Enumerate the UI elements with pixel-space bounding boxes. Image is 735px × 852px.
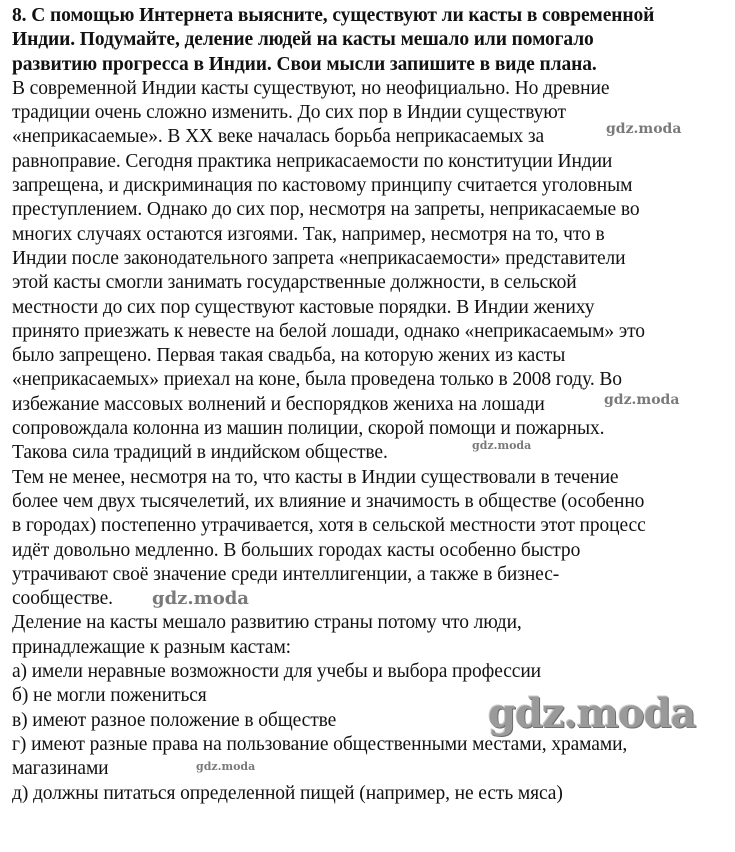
list-item: в) имеют разное положение в обществе (12, 709, 337, 731)
question-line: Индии. Подумайте, деление людей на касты мешало или помогало (12, 29, 594, 51)
watermark: gdz.moda (472, 439, 532, 452)
list-item: г) имеют разные права на пользование общественными местами, храмами, (12, 733, 628, 755)
list-item: магазинами (12, 758, 109, 780)
question-heading (12, 4, 732, 77)
list-item: а) имели неравные возможности для учебы и выбора профессии (12, 661, 542, 683)
question-line: 8. С помощью Интернета выясните, существуют ли касты в современной (12, 5, 655, 26)
answer-line: Индии после законодательного запрета «неприкасаемости» представители (12, 247, 626, 269)
answer-line: принято приезжать к невесте на белой лошади, однако «неприкасаемым» это (12, 320, 645, 342)
list-item: д) должны питаться определенной пищей (например, не есть мяса) (12, 782, 563, 804)
answer-line: сообществе. (12, 588, 113, 610)
answer-line: идёт довольно медленно. В больших городах касты особенно быстро (12, 539, 581, 561)
answer-line: Деление на касты мешало развитию страны потому что люди, (12, 612, 522, 634)
answer-line: В современной Индии касты существуют, но неофициально. Но древние (12, 77, 610, 99)
question-line: развитию прогресса в Индии. Свои мысли запишите в виде плана. (12, 53, 597, 75)
answer-line: многих случаях остаются изгоями. Так, например, несмотря на то, что в (12, 223, 605, 245)
answer-line: «неприкасаемые». В XX веке началась борьба неприкасаемых за (12, 126, 545, 148)
answer-line: в городах) постепенно утрачивается, хотя в сельской местности этот процесс (12, 515, 646, 537)
watermark: gdz.moda (196, 760, 256, 773)
watermark: gdz.moda (606, 121, 682, 137)
answer-line: «неприкасаемых» приехал на коне, была проведена только в 2008 году. Во (12, 369, 622, 391)
answer-line: было запрещено. Первая такая свадьба, на которую жених из касты (12, 345, 566, 367)
list-item: б) не могли пожениться (12, 685, 207, 707)
watermark: gdz.moda (488, 690, 696, 737)
answer-line: традиции очень сложно изменить. До сих пор в Индии существуют (12, 102, 566, 124)
answer-line: местности до сих пор существуют кастовые порядки. В Индии жениху (12, 296, 595, 318)
answer-line: запрещена, и дискриминация по кастовому принципу считается уголовным (12, 175, 633, 197)
answer-line: равноправие. Сегодня практика неприкасаемости по конституции Индии (12, 150, 613, 172)
answer-line: более чем двух тысячелетий, их влияние и значимость в обществе (особенно (12, 490, 645, 512)
answer-line: Такова сила традиций в индийском обществе. (12, 442, 388, 464)
answer-line: Тем не менее, несмотря на то, что касты в Индии существовали в течение (12, 466, 619, 488)
answer-line: утрачивают своё значение среди интеллигенции, а также в бизнес- (12, 563, 560, 585)
answer-line: преступлением. Однако до сих пор, несмотря на запреты, неприкасаемые во (12, 199, 640, 221)
answer-line: избежание массовых волнений и беспорядков жениха на лошади (12, 393, 545, 415)
answer-line: сопровождала колонна из машин полиции, скорой помощи и пожарных. (12, 418, 605, 440)
answer-line: этой касты смогли занимать государственные должности, в сельской (12, 272, 577, 294)
watermark: gdz.moda (604, 392, 680, 408)
watermark: gdz.moda (152, 588, 249, 609)
answer-line: принадлежащие к разным кастам: (12, 636, 291, 658)
